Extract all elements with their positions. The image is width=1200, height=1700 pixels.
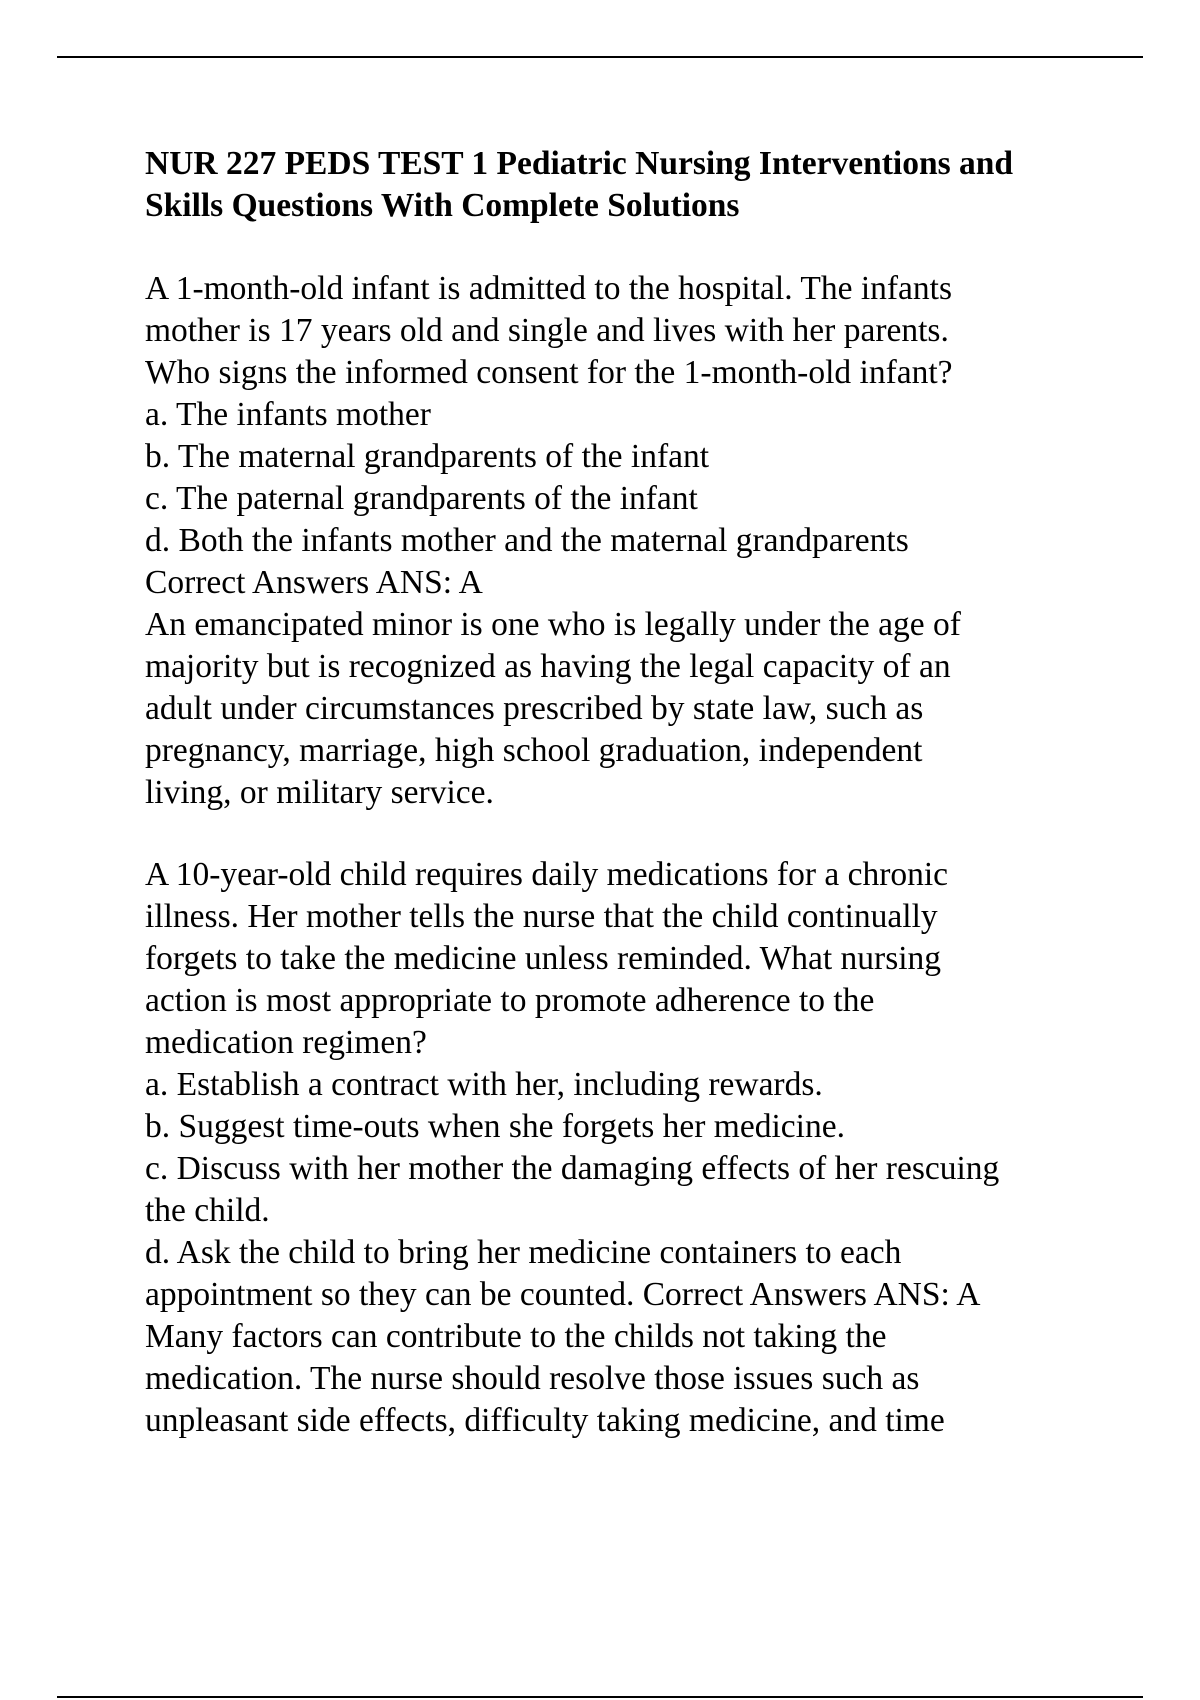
question-stem-line: mother is 17 years old and single and lives with her parents. xyxy=(145,312,949,349)
bottom-rule xyxy=(57,1696,1143,1698)
rationale-line: medication. The nurse should resolve those issues such as xyxy=(145,1360,920,1397)
rationale-line: Many factors can contribute to the childs not taking the xyxy=(145,1318,887,1355)
top-rule xyxy=(57,56,1143,58)
answer-option-b: b. Suggest time-outs when she forgets her medicine. xyxy=(145,1108,845,1145)
answer-option-c: c. The paternal grandparents of the infant xyxy=(145,480,698,517)
question-stem-line: illness. Her mother tells the nurse that the child continually xyxy=(145,898,938,935)
rationale-line: majority but is recognized as having the legal capacity of an xyxy=(145,648,951,685)
question-stem-line: medication regimen? xyxy=(145,1024,427,1061)
correct-answer: Correct Answers ANS: A xyxy=(145,564,483,601)
rationale-line: adult under circumstances prescribed by state law, such as xyxy=(145,690,924,727)
question-block-1 xyxy=(145,268,1105,814)
answer-option-b: b. The maternal grandparents of the infant xyxy=(145,438,710,475)
question-stem-line: A 10-year-old child requires daily medications for a chronic xyxy=(145,856,949,893)
question-stem-line: Who signs the informed consent for the 1-month-old infant? xyxy=(145,354,953,391)
answer-option-a: a. Establish a contract with her, including rewards. xyxy=(145,1066,823,1103)
title-line: Skills Questions With Complete Solutions xyxy=(145,187,740,224)
document-body xyxy=(145,143,1105,1442)
question-stem-line: action is most appropriate to promote adherence to the xyxy=(145,982,875,1019)
rationale-line: living, or military service. xyxy=(145,774,494,811)
question-stem-line: forgets to take the medicine unless reminded. What nursing xyxy=(145,940,942,977)
document-title xyxy=(145,143,1105,227)
answer-option-a: a. The infants mother xyxy=(145,396,431,433)
question-block-2 xyxy=(145,854,1105,1442)
question-stem-line: A 1-month-old infant is admitted to the hospital. The infants xyxy=(145,270,952,307)
answer-option-d-with-correct-answer: appointment so they can be counted. Correct Answers ANS: A xyxy=(145,1276,981,1313)
rationale-line: An emancipated minor is one who is legally under the age of xyxy=(145,606,961,643)
title-line: NUR 227 PEDS TEST 1 Pediatric Nursing Interventions and xyxy=(145,145,1014,182)
answer-option-c-continued: the child. xyxy=(145,1192,270,1229)
rationale-line: unpleasant side effects, difficulty taking medicine, and time xyxy=(145,1402,945,1439)
answer-option-d: d. Ask the child to bring her medicine containers to each xyxy=(145,1234,902,1271)
answer-option-c: c. Discuss with her mother the damaging effects of her rescuing xyxy=(145,1150,1000,1187)
rationale-line: pregnancy, marriage, high school graduation, independent xyxy=(145,732,923,769)
answer-option-d: d. Both the infants mother and the maternal grandparents xyxy=(145,522,909,559)
